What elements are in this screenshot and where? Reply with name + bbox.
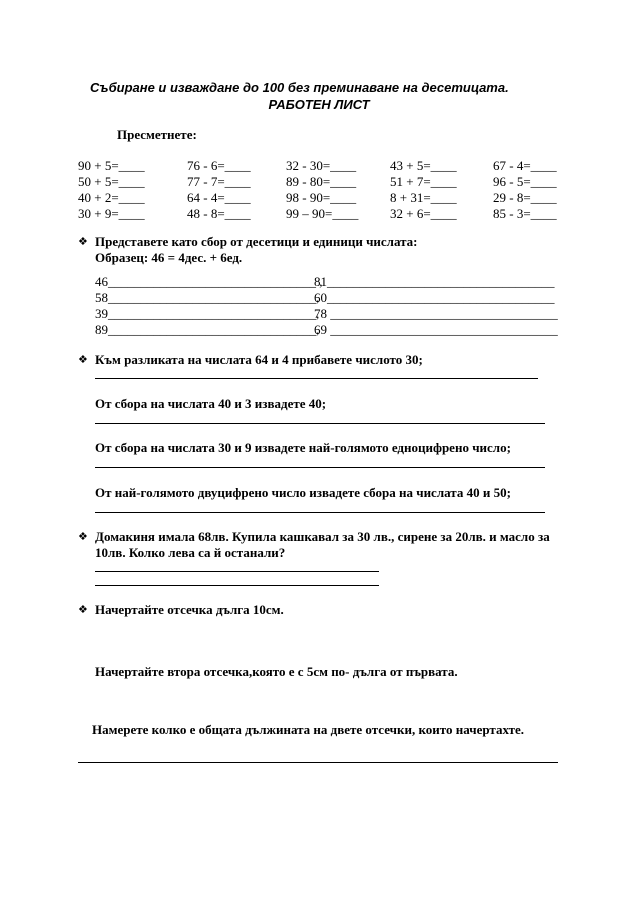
task2-example: Образец: 46 = 4дес. + 6ед. [95,250,243,265]
calc-column-5 [493,158,557,222]
task4-line-1: Домакиня имала 68лв. Купила кашкавал за 30 лв., сирене за 20лв. и масло за [95,529,550,544]
task3-item-1: Към разликата на числата 64 и 4 прибавете числото 30; [95,352,423,367]
calc-item: 30 + 9=____ [78,206,145,221]
decompose-item: 81___________________________________ [314,274,555,289]
calc-item: 32 - 30=____ [286,158,357,173]
answer-line [95,571,379,572]
decompose-item: 78 ___________________________________ [314,306,558,321]
worksheet-title: Събиране и изваждане до 100 без преминаване на десетицата. [90,80,509,95]
calc-column-2 [187,158,251,222]
calc-item: 51 + 7=____ [390,174,457,189]
calc-item: 85 - 3=____ [493,206,557,221]
calc-item: 96 - 5=____ [493,174,557,189]
bullet-icon: ❖ [78,530,88,543]
calc-item: 89 - 80=____ [286,174,357,189]
task2-right-column [314,274,558,338]
answer-line [95,423,545,424]
task1-heading: Пресметнете: [117,127,197,142]
calc-item: 99 – 90=____ [286,206,359,221]
decompose-item: 39________________________________, [95,306,320,321]
answer-line [78,762,558,763]
answer-line [95,512,545,513]
task5-line-1: Начертайте отсечка дълга 10см. [95,602,284,617]
decompose-item: 46________________________________ , [95,274,323,289]
answer-line [95,585,379,586]
task3-item-4: От най-голямото двуцифрено число извадете сбора на числата 40 и 50; [95,485,511,500]
bullet-icon: ❖ [78,353,88,366]
calc-item: 98 - 90=____ [286,190,357,205]
calc-item: 64 - 4=____ [187,190,251,205]
calc-column-1 [78,158,145,222]
bullet-icon: ❖ [78,603,88,616]
calc-item: 90 + 5=____ [78,158,145,173]
calc-item: 76 - 6=____ [187,158,251,173]
calc-item: 48 - 8=____ [187,206,251,221]
answer-line [95,467,545,468]
worksheet-subtitle: РАБОТЕН ЛИСТ [268,97,370,112]
task4-line-2: 10лв. Колко лева са й останали? [95,545,286,560]
task3-item-2: От сбора на числата 40 и 3 извадете 40; [95,396,327,411]
task3-item-3: От сбора на числата 30 и 9 извадете най-голямото едноцифрено число; [95,440,511,455]
calc-item: 77 - 7=____ [187,174,251,189]
calc-item: 43 + 5=____ [390,158,457,173]
task2-left-column [95,274,323,338]
answer-line [95,378,538,379]
decompose-item: 58________________________________, [95,290,320,305]
decompose-item: 69 ___________________________________ [314,322,558,337]
decompose-item: 60___________________________________ [314,290,555,305]
calc-column-3 [286,158,358,222]
calc-item: 67 - 4=____ [493,158,557,173]
task5-line-3: Намерете колко е общата дължината на двете отсечки, които начертахте. [92,722,525,737]
decompose-item: 89________________________________, [95,322,320,337]
calc-item: 8 + 31=____ [390,190,457,205]
calc-item: 32 + 6=____ [390,206,457,221]
calc-item: 29 - 8=____ [493,190,557,205]
task5-line-2: Начертайте втора отсечка,която е с 5см по- дълга от първата. [95,664,458,679]
task2-heading: Представете като сбор от десетици и единици числата: [95,234,418,249]
calc-item: 40 + 2=____ [78,190,145,205]
calc-column-4 [390,158,457,222]
calc-item: 50 + 5=____ [78,174,145,189]
bullet-icon: ❖ [78,235,88,248]
